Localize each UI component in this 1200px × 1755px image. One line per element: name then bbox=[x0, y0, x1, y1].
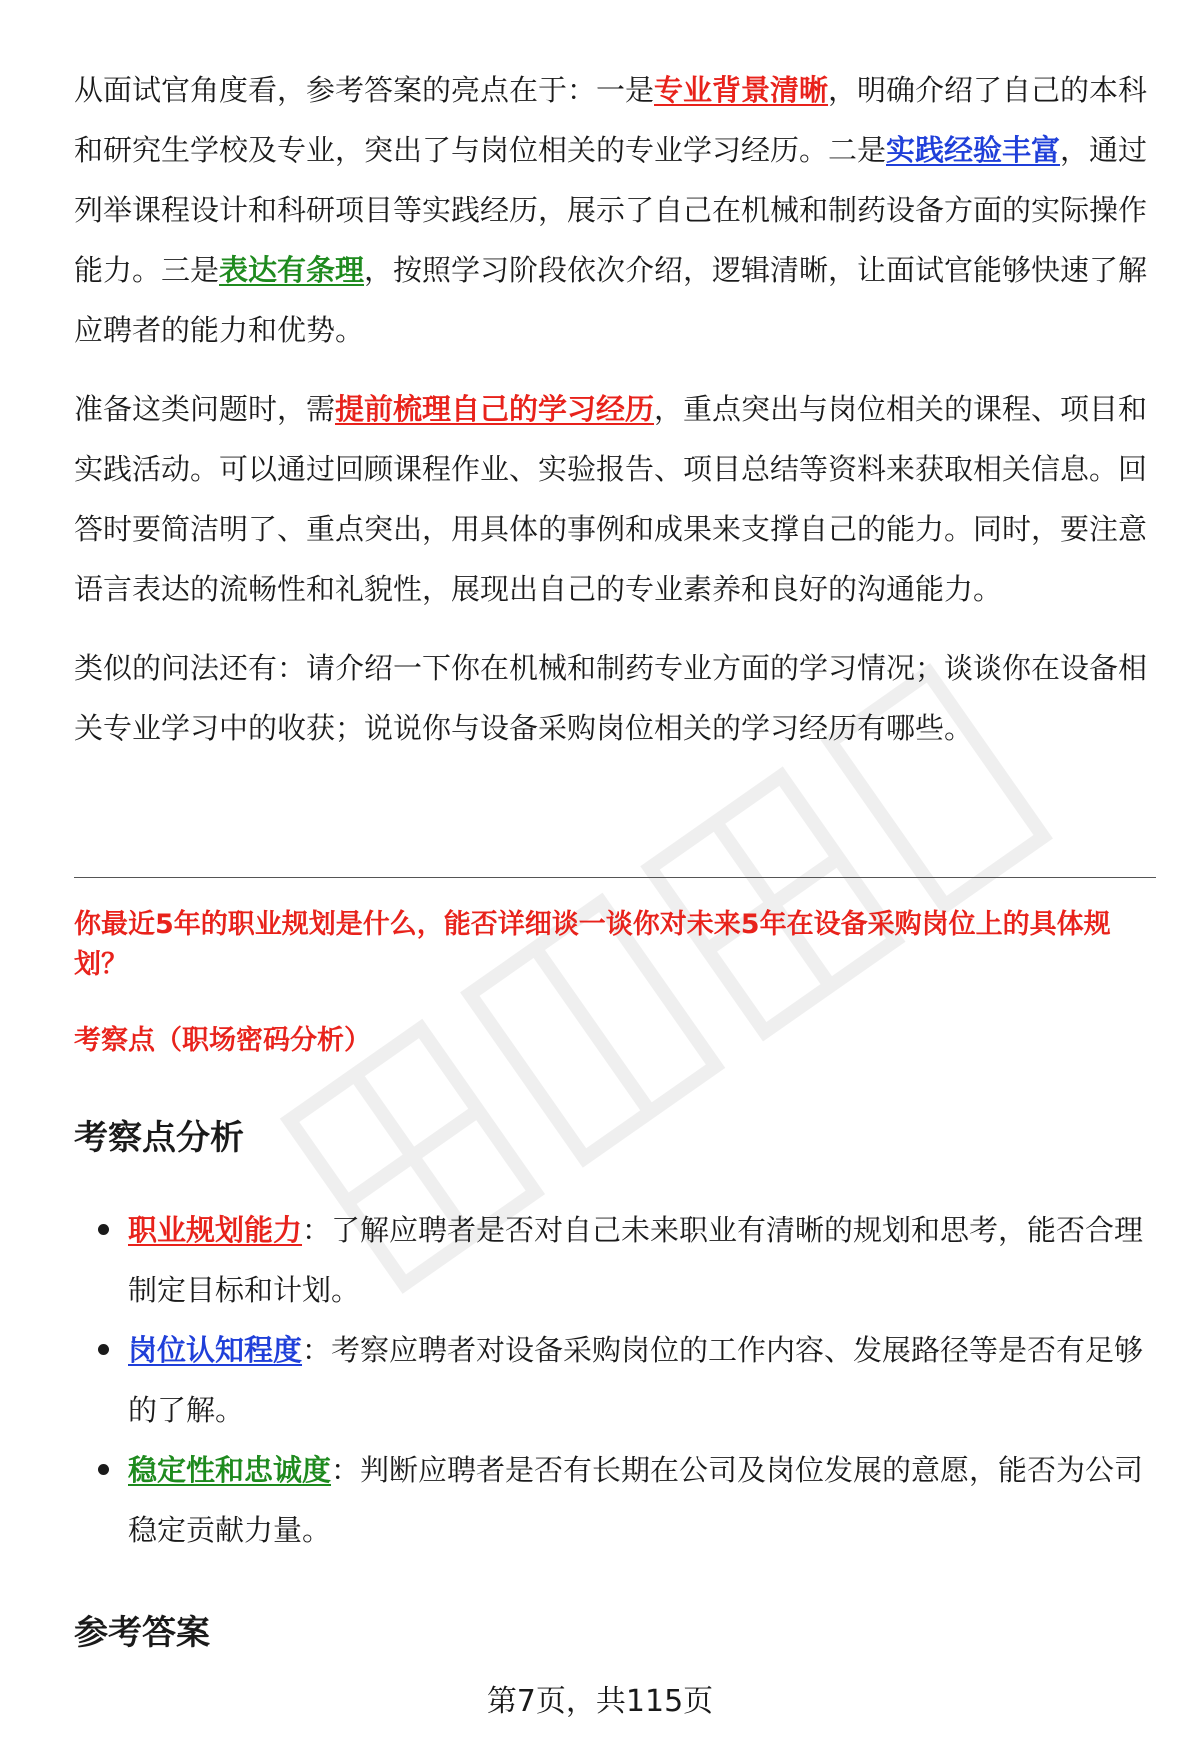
section-divider bbox=[74, 877, 1156, 878]
highlight-professional-background: 专业背景清晰 bbox=[654, 73, 829, 107]
paragraph-interviewer-view bbox=[74, 60, 1154, 360]
bullet-label: 稳定性和忠诚度 bbox=[128, 1453, 332, 1487]
analysis-list bbox=[74, 1200, 1154, 1560]
analysis-subheading: 考察点（职场密码分析） bbox=[74, 1025, 371, 1056]
question-title: 你最近5年的职业规划是什么，能否详细谈一谈你对未来5年在设备采购岗位上的具体规划？ bbox=[74, 909, 1111, 980]
paragraph-similar-questions: 类似的问法还有：请介绍一下你在机械和制药专业方面的学习情况；谈谈你在设备相关专业学习中的收获；说说你与设备采购岗位相关的学习经历有哪些。 bbox=[74, 651, 1148, 745]
page-number: 第7页，共115页 bbox=[486, 1684, 714, 1719]
body-text bbox=[74, 60, 1154, 758]
text-run: ，重点突出与岗位相关的课程、项目和实践活动。可以通过回顾课程作业、实验报告、项目总结等资料来获取相关信息。回答时要简洁明了、重点突出，用具体的事例和成果来支撑自己的能力。同时，要注意语言表达的流畅性和礼貌性，展现出自己的专业素养和良好的沟通能力。 bbox=[74, 392, 1148, 606]
text-run: ，通过列举课程设计和科研项目等实践经历，展示了自己在机械和制药设备方面的实际操作能力。三是 bbox=[74, 133, 1148, 287]
list-item bbox=[74, 1440, 1154, 1560]
bullet-text: ：考察应聘者对设备采购岗位的工作内容、发展路径等是否有足够的了解。 bbox=[128, 1333, 1144, 1427]
bullet-icon bbox=[98, 1464, 109, 1475]
text-run: ，按照学习阶段依次介绍，逻辑清晰，让面试官能够快速了解应聘者的能力和优势。 bbox=[74, 253, 1148, 347]
text-run: 准备这类问题时，需 bbox=[74, 392, 336, 426]
bullet-text: ：了解应聘者是否对自己未来职业有清晰的规划和思考，能否合理制定目标和计划。 bbox=[128, 1213, 1144, 1307]
bullet-icon bbox=[98, 1224, 109, 1235]
analysis-heading: 考察点分析 bbox=[74, 1118, 244, 1158]
highlight-organized-expression: 表达有条理 bbox=[219, 253, 365, 287]
list-item bbox=[74, 1200, 1154, 1320]
bullet-label: 职业规划能力 bbox=[128, 1213, 303, 1247]
highlight-practical-experience: 实践经验丰富 bbox=[886, 133, 1061, 167]
list-item bbox=[74, 1320, 1154, 1440]
bullet-text: ：判断应聘者是否有长期在公司及岗位发展的意愿，能否为公司稳定贡献力量。 bbox=[128, 1453, 1144, 1547]
answer-heading: 参考答案 bbox=[74, 1613, 210, 1653]
bullet-label: 岗位认知程度 bbox=[128, 1333, 303, 1367]
paragraph-preparation bbox=[74, 379, 1154, 619]
highlight-review-learning: 提前梳理自己的学习经历 bbox=[335, 392, 655, 426]
text-run: 从面试官角度看，参考答案的亮点在于：一是 bbox=[74, 73, 655, 107]
text-run: ，明确介绍了自己的本科和研究生学校及专业，突出了与岗位相关的专业学习经历。二是 bbox=[74, 73, 1148, 167]
bullet-icon bbox=[98, 1344, 109, 1355]
